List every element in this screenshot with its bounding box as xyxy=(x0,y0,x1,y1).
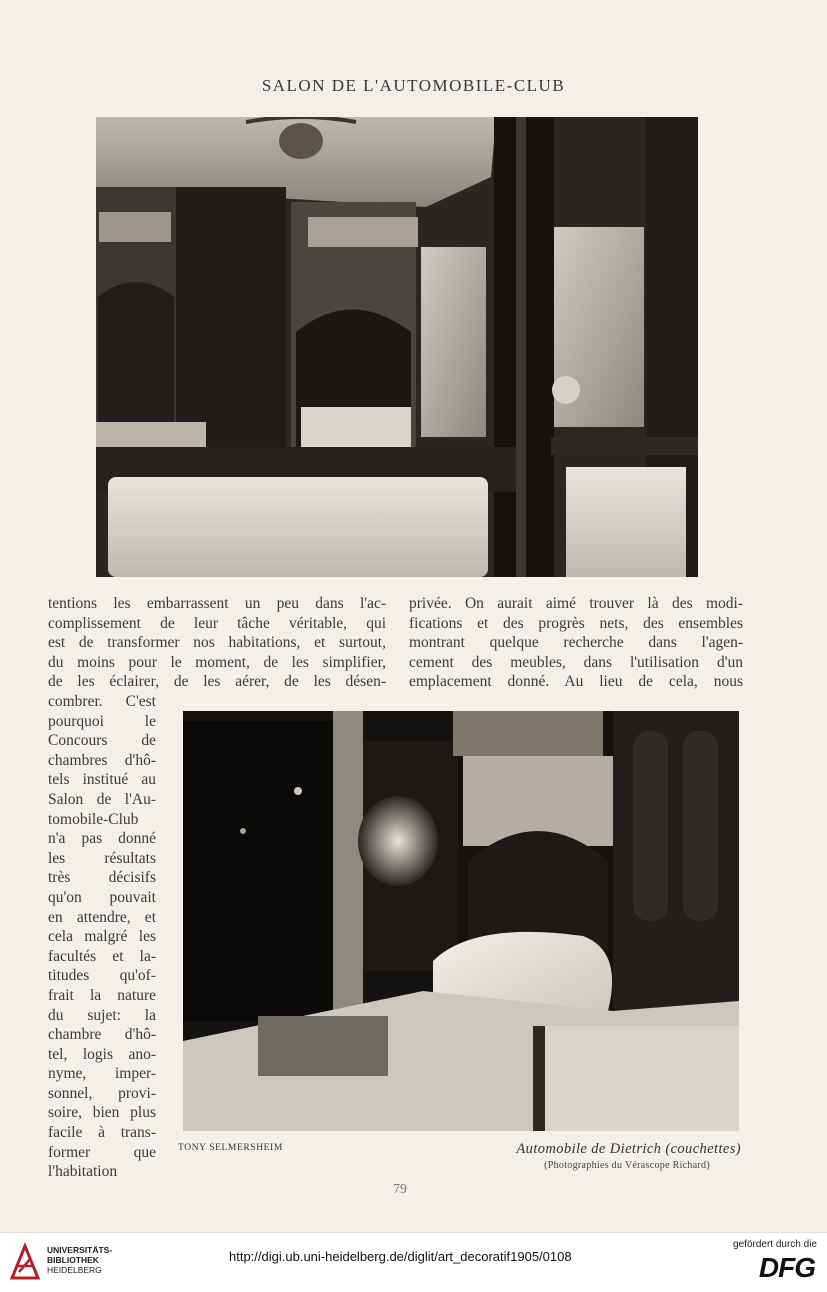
text-line: cement des meubles, dans l'utilisation d'un xyxy=(409,653,743,671)
text-line: en attendre, et xyxy=(48,908,156,926)
text-line: tels institué au xyxy=(48,771,156,789)
text-line: très décisifs xyxy=(48,869,156,887)
text-line: emplacement donné. Au lieu de cela, nous xyxy=(409,673,743,691)
funding-label: gefördert durch die xyxy=(733,1239,817,1250)
library-line-3: HEIDELBERG xyxy=(47,1265,102,1275)
text-line: privée. On aurait aimé trouver là des modi- xyxy=(409,595,743,612)
text-line: de les éclairer, de les aérer, de les désen- xyxy=(48,673,386,691)
text-line: sonnel, provi- xyxy=(48,1084,156,1102)
text-line: tentions les embarrassent un peu dans l'ac- xyxy=(48,595,386,612)
text-line: montrant quelque recherche dans l'agen- xyxy=(409,634,743,652)
text-line: facile à trans- xyxy=(48,1124,156,1142)
bottom-photo xyxy=(183,711,739,1131)
text-line: titudes qu'of- xyxy=(48,967,156,985)
text-line: frait la nature xyxy=(48,986,156,1004)
text-line: former que xyxy=(48,1143,156,1161)
page-number: 79 xyxy=(393,1182,407,1197)
text-line: chambre d'hô- xyxy=(48,1026,156,1044)
right-column xyxy=(409,594,743,692)
dfg-logo[interactable]: DFG xyxy=(758,1252,815,1283)
text-line: soire, bien plus xyxy=(48,1104,156,1122)
text-line: tel, logis ano- xyxy=(48,1045,156,1063)
left-column xyxy=(48,594,386,692)
text-line: nyme, imper- xyxy=(48,1065,156,1083)
permalink-url[interactable]: http://digi.ub.uni-heidelberg.de/diglit/art_decoratif1905/0108 xyxy=(229,1249,572,1264)
text-line: cela malgré les xyxy=(48,928,156,946)
text-line: facultés et la- xyxy=(48,947,156,965)
figure-caption: Automobile de Dietrich (couchettes) xyxy=(516,1141,741,1157)
text-line: complissement de leur tâche véritable, qui xyxy=(48,614,386,632)
designer-credit: TONY SELMERSHEIM xyxy=(178,1143,283,1153)
text-line: fications et des progrès nets, des ensembles xyxy=(409,614,743,632)
text-line: combrer. C'est xyxy=(48,693,156,710)
text-line: tomobile-Club xyxy=(48,810,139,828)
text-line: chambres d'hô- xyxy=(48,751,156,769)
library-line-2: BIBLIOTHEK xyxy=(47,1255,99,1265)
text-line: du sujet: la xyxy=(48,1006,156,1024)
text-line: est de transformer nos habitations, et surtout, xyxy=(48,634,386,652)
text-line: du moins pour le moment, de les simplifier, xyxy=(48,653,386,671)
text-line: pourquoi le xyxy=(48,712,156,730)
text-line: les résultats xyxy=(48,849,156,867)
text-line: Concours de xyxy=(48,732,156,750)
narrow-column xyxy=(48,692,156,1182)
library-line-1: UNIVERSITÄTS- xyxy=(47,1245,113,1255)
text-line: n'a pas donné xyxy=(48,830,156,848)
photo-credit: (Photographies du Vérascope Richard) xyxy=(544,1160,710,1171)
text-line: l'habitation xyxy=(48,1163,118,1181)
text-line: qu'on pouvait xyxy=(48,888,156,906)
university-library-name[interactable] xyxy=(47,1245,112,1275)
top-photo xyxy=(96,117,698,577)
text-line: Salon de l'Au- xyxy=(48,790,156,808)
running-title: SALON DE L'AUTOMOBILE-CLUB xyxy=(261,76,566,95)
university-library-logo-icon[interactable] xyxy=(8,1240,42,1282)
